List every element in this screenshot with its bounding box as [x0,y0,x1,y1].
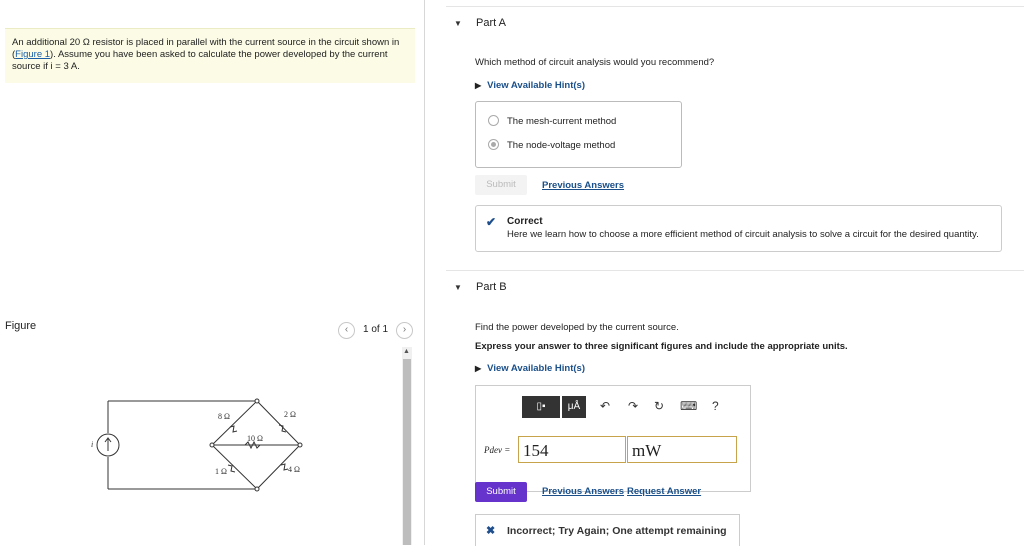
part-a-question: Which method of circuit analysis would you recommend? [475,57,715,68]
resistor-2-ohm-symbol [279,425,286,432]
r-bottom-right-label: 4 Ω [288,465,300,474]
part-b-question: Find the power developed by the current source. [475,322,679,333]
part-a-choices [475,101,682,168]
r-middle-label: 10 Ω [247,434,263,443]
collapse-icon: ▼ [454,283,462,292]
part-b-submit-button[interactable]: Submit [475,482,527,502]
answer-variable-label: Pdev = [484,445,511,455]
pane-divider [424,0,425,545]
collapse-icon: ▼ [454,19,462,28]
source-label: i [91,440,94,449]
feedback-incorrect-text: Incorrect; Try Again; One attempt remaining [507,525,727,537]
circuit-diagram [85,395,325,495]
templates-button[interactable]: ▯▪ [522,396,560,418]
part-a-submit-button: Submit [475,175,527,195]
help-button[interactable]: ? [712,399,719,413]
node-left [210,443,214,447]
feedback-text: Here we learn how to choose a more efficient method of circuit analysis to solve a circuit for the desired quantity. [507,229,979,240]
chevron-right-icon: › [402,324,407,335]
scroll-thumb[interactable] [403,359,411,545]
choice-node-voltage[interactable]: The node-voltage method [488,140,615,151]
r-bottom-left-label: 1 Ω [215,467,227,476]
next-figure-button[interactable] [396,322,413,339]
radio-button[interactable] [488,115,499,126]
part-a-feedback [475,205,1002,252]
checkmark-icon: ✔ [486,215,497,229]
r-top-left-label: 8 Ω [218,412,230,421]
part-b-instruction: Express your answer to three significant figures and include the appropriate units. [475,341,848,352]
reset-icon[interactable]: ↻ [654,399,665,413]
part-b-previous-answers-link[interactable]: Previous Answers [542,486,625,497]
radio-button-selected[interactable] [488,139,499,150]
part-b-feedback [475,514,740,546]
part-b-hint-toggle[interactable]: ▶ View Available Hint(s) [475,363,585,374]
scroll-up-icon[interactable]: ▲ [403,348,410,355]
prev-figure-button[interactable] [338,322,355,339]
part-b-title: Part B [476,281,507,293]
figure-link[interactable]: Figure 1 [15,49,51,60]
part-a-previous-answers-link[interactable]: Previous Answers [542,180,625,191]
undo-icon[interactable]: ↶ [600,399,611,413]
chevron-left-icon: ‹ [344,324,349,335]
caret-right-icon: ▶ [475,364,482,373]
r-top-right-label: 2 Ω [284,410,296,419]
current-arrow-icon [105,438,111,451]
keyboard-icon[interactable]: ⌨ [680,399,698,413]
part-b-header[interactable] [446,270,1024,305]
figure-label: Figure [5,320,37,332]
figure-scrollbar[interactable] [402,347,412,545]
node-right [298,443,302,447]
figure-pager: 1 of 1 [363,324,389,335]
request-answer-link[interactable]: Request Answer [627,486,702,497]
node-top [255,399,259,403]
problem-text: An additional 20 Ω resistor is placed in parallel with the current source in the circuit shown in (Figure 1). Assume you have been asked to calculate the power developed by the current source if i = 3 A. [12,37,400,72]
answer-unit-input[interactable]: mW [627,436,737,463]
problem-statement [5,28,415,83]
choice-mesh-current[interactable]: The mesh-current method [488,116,616,127]
resistor-8-ohm-symbol [230,426,237,432]
part-a-hint-toggle[interactable]: ▶ View Available Hint(s) [475,80,585,91]
units-button[interactable]: μÅ [562,396,586,418]
redo-icon[interactable]: ↷ [628,399,639,413]
x-icon: ✖ [486,525,496,537]
resistor-4-ohm-symbol [281,464,288,470]
caret-right-icon: ▶ [475,81,482,90]
part-a-title: Part A [476,17,506,29]
node-bottom [255,487,259,491]
part-a-header[interactable] [446,6,1024,41]
answer-value-input[interactable]: 154 [518,436,626,463]
feedback-title: Correct [507,216,543,227]
